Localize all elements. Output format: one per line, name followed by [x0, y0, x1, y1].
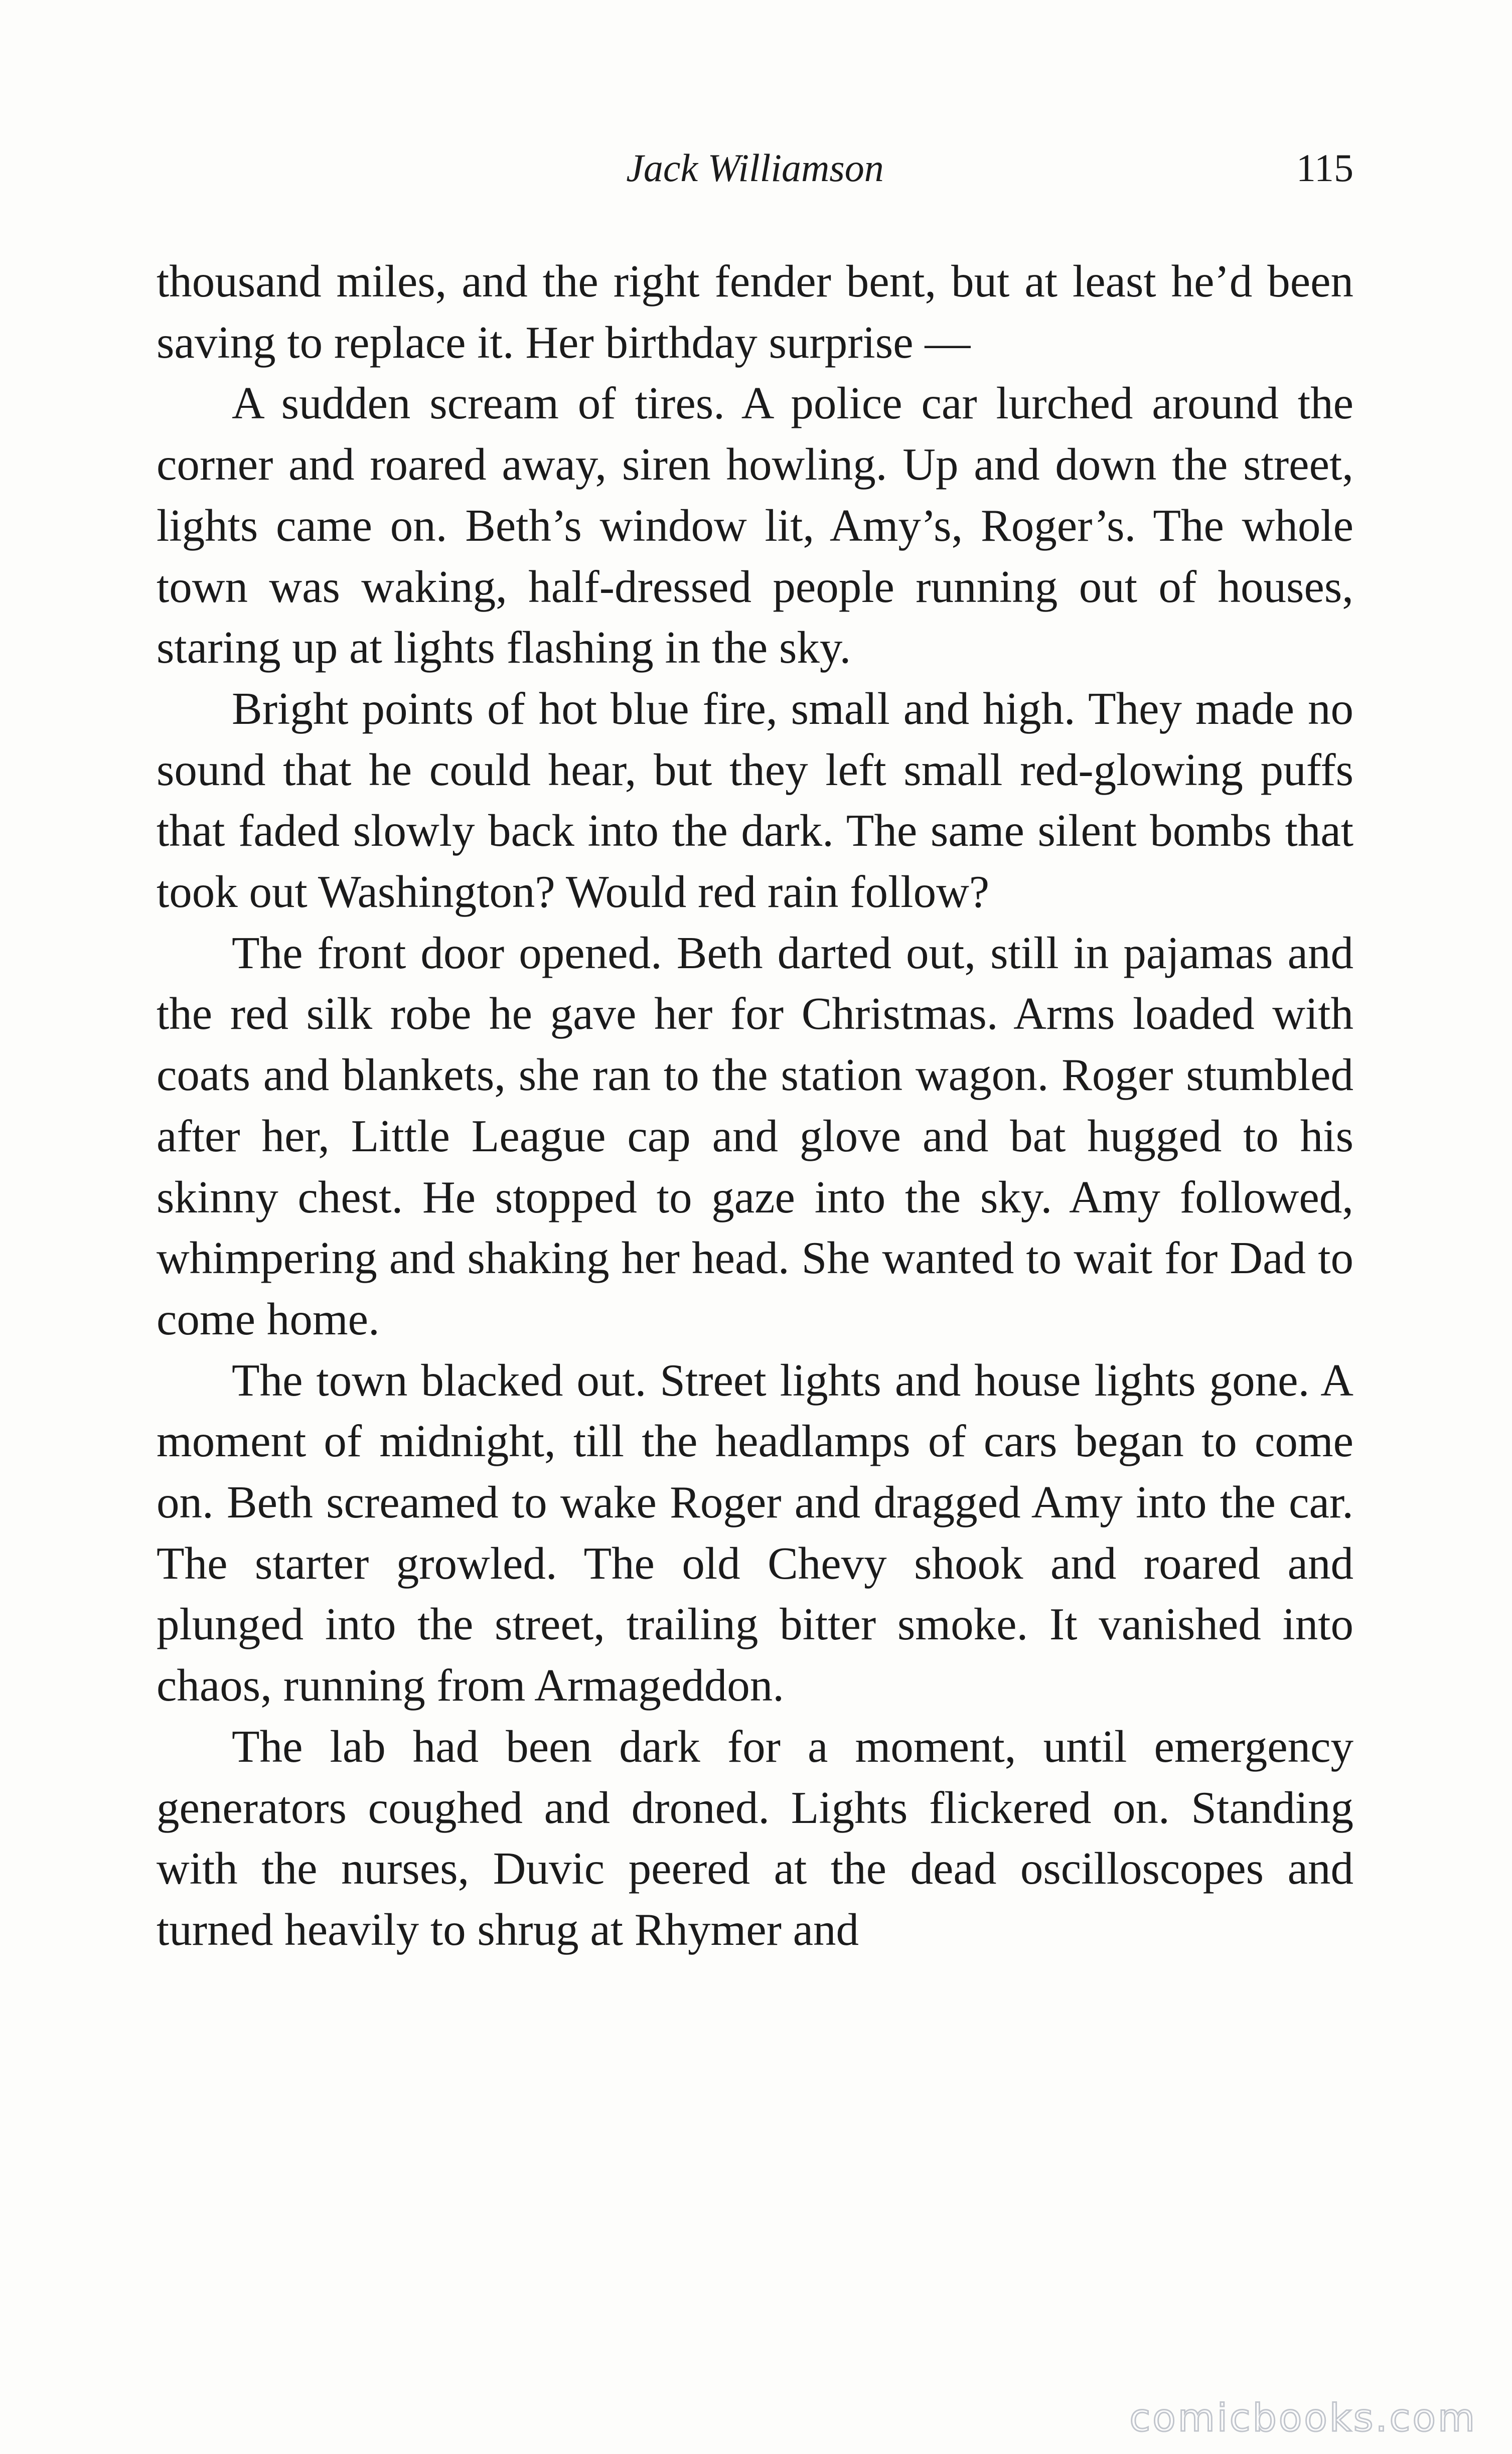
page-number: 115 [1296, 146, 1353, 190]
book-page [157, 140, 1353, 2323]
paragraph-4: The front door opened. Beth darted out, still in pajamas and the red silk robe he gave her for Christmas. Arms loaded with coats and blankets, she ran to the station wagon. Roger stumbled after her, Little League cap and glove and bat hugged to his skinny chest. He stopped to gaze into the sky. Amy followed, whimpering and shaking her head. She wanted to wait for Dad to come home. [157, 927, 1353, 1344]
paragraph-2: A sudden scream of tires. A police car lurched around the corner and roared away, siren howling. Up and down the street, lights came on. Beth’s window lit, Amy’s, Roger’s. The whole town was waking, half-dressed people running out of houses, staring up at lights flashing in the sky. [157, 378, 1353, 673]
paragraph-1: thousand miles, and the right fender bent, but at least he’d been saving to replace it. Her birthday surprise — [157, 256, 1353, 368]
paragraph-5: The town blacked out. Street lights and house lights gone. A moment of midnight, till the headlamps of cars began to come on. Beth screamed to wake Roger and dragged Amy into the car. The starter growled. The old Chevy shook and roared and plunged into the street, trailing bitter smoke. It vanished into chaos, running from Armageddon. [157, 1354, 1353, 1711]
running-header [157, 140, 1353, 196]
paragraph-3: Bright points of hot blue fire, small and high. They made no sound that he could hear, but they left small red-glowing puffs that faded slowly back into the dark. The same silent bombs that took out Washington? Would red rain follow? [157, 683, 1353, 917]
paragraph-6: The lab had been dark for a moment, until emergency generators coughed and droned. Lights flickered on. Standing with the nurses, Duvic peered at the dead oscilloscopes and turned heavily to shrug at Rhymer and [157, 1721, 1353, 1955]
watermark: comicbooks.com [1129, 2395, 1477, 2440]
running-head-author: Jack Williamson [626, 146, 884, 190]
body-text [157, 251, 1353, 1960]
